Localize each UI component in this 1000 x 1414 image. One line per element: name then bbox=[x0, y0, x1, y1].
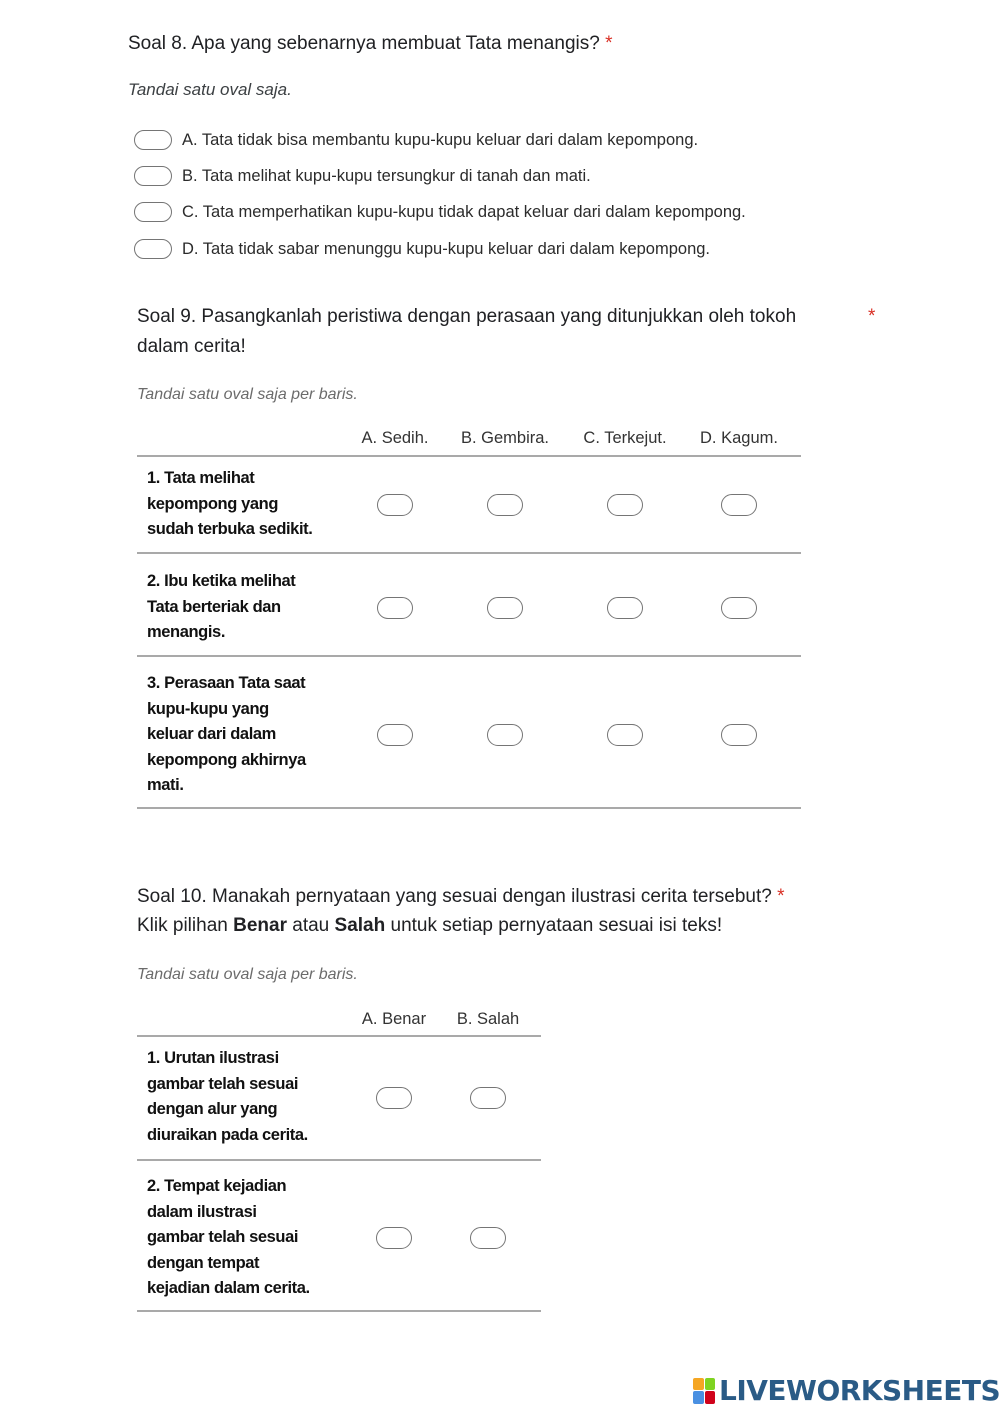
label-line: 1. Urutan ilustrasi bbox=[147, 1049, 279, 1067]
q8-title-text: Soal 8. Apa yang sebenarnya membuat Tata menangis? bbox=[128, 33, 600, 54]
label-line: 1. Tata melihat bbox=[147, 469, 255, 487]
divider bbox=[137, 1310, 541, 1312]
q9-row1-option-c[interactable] bbox=[607, 494, 643, 516]
q9-col-header-d: D. Kagum. bbox=[700, 429, 778, 447]
label-line: diuraikan pada cerita. bbox=[147, 1125, 308, 1144]
label-line: sudah terbuka sedikit. bbox=[147, 520, 313, 538]
instruction-text: untuk setiap pernyataan sesuai isi teks! bbox=[385, 915, 723, 936]
option-label: C. Tata memperhatikan kupu-kupu tidak dapat keluar dari dalam kepompong. bbox=[182, 202, 746, 221]
q9-row2-option-c[interactable] bbox=[607, 597, 643, 619]
q9-row3-option-c[interactable] bbox=[607, 724, 643, 746]
radio-oval[interactable] bbox=[134, 130, 172, 150]
q8-title bbox=[128, 29, 613, 59]
label-line: dalam ilustrasi bbox=[147, 1202, 257, 1221]
q9-row-3-label bbox=[147, 671, 347, 799]
divider bbox=[137, 807, 801, 809]
q9-col-header-a: A. Sedih. bbox=[361, 429, 429, 447]
q9-row-1-label bbox=[147, 466, 347, 543]
required-marker: * bbox=[605, 33, 613, 54]
q8-option-d[interactable] bbox=[134, 236, 710, 262]
option-label: B. Tata melihat kupu-kupu tersungkur di tanah dan mati. bbox=[182, 166, 591, 185]
label-line: 2. Ibu ketika melihat bbox=[147, 572, 296, 590]
required-marker: * bbox=[868, 306, 876, 327]
q8-hint: Tandai satu oval saja. bbox=[128, 80, 292, 99]
divider bbox=[137, 1159, 541, 1161]
q9-hint: Tandai satu oval saja per baris. bbox=[137, 386, 358, 403]
q9-title-line1: Soal 9. Pasangkanlah peristiwa dengan perasaan yang ditunjukkan oleh tokoh bbox=[137, 306, 797, 327]
divider bbox=[137, 455, 801, 457]
q10-row2-option-salah[interactable] bbox=[470, 1227, 506, 1249]
divider bbox=[137, 1035, 541, 1037]
q8-option-c[interactable] bbox=[134, 199, 746, 225]
label-line: kepompong akhirnya bbox=[147, 750, 306, 769]
q9-title-line2: dalam cerita! bbox=[137, 336, 246, 357]
label-line: dengan tempat bbox=[147, 1253, 260, 1272]
label-line: gambar telah sesuai bbox=[147, 1074, 299, 1093]
instruction-text: atau bbox=[286, 915, 335, 936]
q9-col-header-b: B. Gembira. bbox=[460, 429, 550, 447]
logo-text: LIVEWORKSHEETS bbox=[719, 1374, 1000, 1407]
label-line: menangis. bbox=[147, 623, 226, 641]
divider bbox=[137, 552, 801, 554]
q10-title-line1: Soal 10. Manakah pernyataan yang sesuai dengan ilustrasi cerita tersebut? bbox=[137, 886, 772, 907]
q10-instruction bbox=[137, 911, 722, 941]
q8-option-b[interactable] bbox=[134, 163, 591, 189]
label-line: Tata berteriak dan bbox=[147, 597, 281, 616]
q9-row2-option-d[interactable] bbox=[721, 597, 757, 619]
q10-col-header-a: A. Benar bbox=[361, 1010, 427, 1028]
required-marker: * bbox=[777, 886, 785, 907]
label-line: gambar telah sesuai bbox=[147, 1228, 299, 1246]
q10-row2-option-benar[interactable] bbox=[376, 1227, 412, 1249]
q8-option-a[interactable] bbox=[134, 127, 698, 153]
q9-row1-option-d[interactable] bbox=[721, 494, 757, 516]
q9-title bbox=[137, 302, 887, 332]
label-line: kepompong yang bbox=[147, 494, 278, 513]
q9-row1-option-a[interactable] bbox=[377, 494, 413, 516]
liveworksheets-logo bbox=[693, 1374, 1000, 1407]
q9-row3-option-a[interactable] bbox=[377, 724, 413, 746]
divider bbox=[137, 655, 801, 657]
logo-mark-icon bbox=[693, 1378, 715, 1404]
instruction-bold-salah: Salah bbox=[334, 915, 386, 936]
label-line: dengan alur yang bbox=[147, 1100, 278, 1118]
q9-col-header-c: C. Terkejut. bbox=[583, 429, 667, 447]
radio-oval[interactable] bbox=[134, 166, 172, 186]
q9-row1-option-b[interactable] bbox=[487, 494, 523, 516]
q9-row2-option-b[interactable] bbox=[487, 597, 523, 619]
q10-row1-option-benar[interactable] bbox=[376, 1087, 412, 1109]
label-line: mati. bbox=[147, 776, 184, 794]
q10-row-2-label bbox=[147, 1174, 347, 1302]
label-line: 3. Perasaan Tata saat bbox=[147, 674, 306, 692]
logo-square bbox=[705, 1378, 716, 1391]
instruction-bold-benar: Benar bbox=[233, 915, 287, 936]
logo-square bbox=[693, 1378, 704, 1391]
q10-hint: Tandai satu oval saja per baris. bbox=[137, 966, 358, 983]
radio-oval[interactable] bbox=[134, 202, 172, 222]
q9-row-2-label bbox=[147, 569, 347, 646]
label-line: keluar dari dalam bbox=[147, 725, 276, 743]
q10-row-1-label bbox=[147, 1046, 347, 1148]
radio-oval[interactable] bbox=[134, 239, 172, 259]
label-line: kejadian dalam cerita. bbox=[147, 1279, 310, 1297]
instruction-text: Klik pilihan bbox=[137, 915, 234, 936]
q9-row3-option-d[interactable] bbox=[721, 724, 757, 746]
label-line: 2. Tempat kejadian bbox=[147, 1177, 287, 1195]
logo-square bbox=[693, 1391, 704, 1404]
q9-row3-option-b[interactable] bbox=[487, 724, 523, 746]
q10-col-header-b: B. Salah bbox=[456, 1010, 520, 1028]
label-line: kupu-kupu yang bbox=[147, 699, 269, 718]
q9-row2-option-a[interactable] bbox=[377, 597, 413, 619]
option-label: D. Tata tidak sabar menunggu kupu-kupu keluar dari dalam kepompong. bbox=[182, 239, 711, 258]
logo-square bbox=[705, 1391, 716, 1404]
q10-title bbox=[137, 882, 784, 912]
q10-row1-option-salah[interactable] bbox=[470, 1087, 506, 1109]
option-label: A. Tata tidak bisa membantu kupu-kupu keluar dari dalam kepompong. bbox=[182, 130, 699, 149]
